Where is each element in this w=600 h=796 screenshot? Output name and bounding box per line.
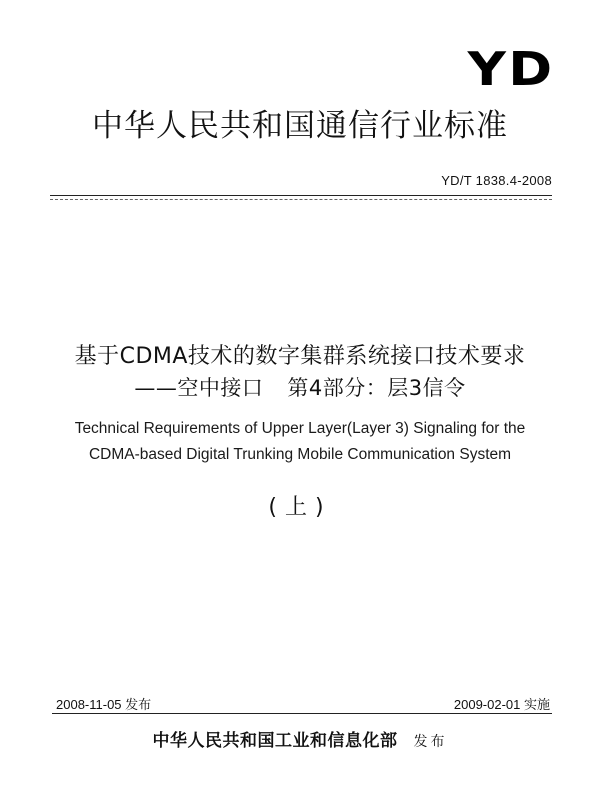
standard-number: YD/T 1838.4-2008 bbox=[441, 173, 552, 188]
english-title-line-2: CDMA-based Digital Trunking Mobile Communication System bbox=[88, 446, 512, 463]
volume-label: (上) bbox=[268, 495, 332, 520]
bottom-rule bbox=[52, 713, 552, 714]
issue-date: 2008-11-05 发布 bbox=[56, 697, 152, 712]
chinese-title-line-2 bbox=[0, 372, 600, 402]
chinese-title-line-2-part-a: ——空中接口 bbox=[134, 376, 264, 400]
publisher-name: 中华人民共和国工业和信息化部 bbox=[152, 731, 398, 751]
chinese-title-line-1: 基于CDMA技术的数字集群系统接口技术要求 bbox=[74, 344, 526, 369]
yd-logo: YD bbox=[467, 42, 554, 96]
publisher-line bbox=[0, 726, 600, 751]
english-title-line-1: Technical Requirements of Upper Layer(Layer 3) Signaling for the bbox=[74, 420, 526, 437]
publisher-action: 发布 bbox=[413, 734, 448, 750]
top-rule-secondary bbox=[50, 199, 552, 200]
standard-class-heading: 中华人民共和国通信行业标准 bbox=[92, 108, 508, 144]
top-rule bbox=[50, 195, 552, 196]
chinese-title-line-2-part-b: 第4部分：层3信令 bbox=[287, 376, 466, 400]
implementation-date: 2009-02-01 实施 bbox=[453, 697, 550, 712]
